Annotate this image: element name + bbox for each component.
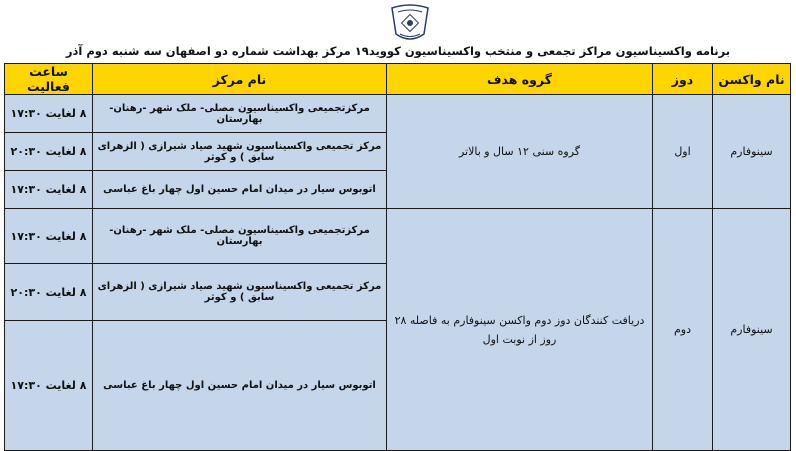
hours-cell: ۸ لغایت ۲۰:۳۰ — [5, 133, 93, 171]
header-group: گروه هدف — [387, 64, 653, 95]
hours-cell: ۸ لغایت ۲۰:۳۰ — [5, 264, 93, 321]
target-group-cell: گروه سنی ۱۲ سال و بالاتر — [387, 95, 653, 209]
vaccine-cell: سینوفارم — [713, 209, 791, 451]
table-row — [5, 95, 791, 133]
table-row — [5, 209, 791, 264]
page-title: برنامه واکسیناسیون مراکز تجمعی و منتخب واکسیناسیون کووید۱۹ مرکز بهداشت شماره دو اصفهان سه شنبه دوم آذر — [65, 44, 731, 58]
center-cell: مرکز تجمیعی واکسیناسیون شهید صیاد شیرازی ( الزهرای سابق ) و کوثر — [93, 133, 387, 171]
header-vaccine: نام واکسن — [713, 64, 791, 95]
hours-cell: ۸ لغایت ۱۷:۳۰ — [5, 95, 93, 133]
target-group-cell: دریافت کنندگان دوز دوم واکسن سینوفارم به فاصله ۲۸ روز از نوبت اول — [387, 209, 653, 451]
dose-cell: دوم — [653, 209, 713, 451]
vaccine-cell: سینوفارم — [713, 95, 791, 209]
center-cell: مرکزتجمیعی واکسیناسیون مصلی- ملک شهر -رهنان- بهارستان — [93, 95, 387, 133]
university-emblem-icon — [388, 4, 432, 44]
center-cell: اتوبوس سیار در میدان امام حسین اول چهار باغ عباسی — [93, 171, 387, 209]
center-cell: مرکز تجمیعی واکسیناسیون شهید صیاد شیرازی ( الزهرای سابق ) و کوثر — [93, 264, 387, 321]
dose-cell: اول — [653, 95, 713, 209]
hours-cell: ۸ لغایت ۱۷:۳۰ — [5, 209, 93, 264]
header-center: نام مرکز — [93, 64, 387, 95]
header-hours: ساعت فعالیت — [5, 64, 93, 95]
header-row — [5, 64, 791, 95]
header-dose: دوز — [653, 64, 713, 95]
center-cell: مرکزتجمیعی واکسیناسیون مصلی- ملک شهر -رهنان- بهارستان — [93, 209, 387, 264]
hours-cell: ۸ لغایت ۱۷:۳۰ — [5, 171, 93, 209]
center-cell: اتوبوس سیار در میدان امام حسین اول چهار باغ عباسی — [93, 321, 387, 451]
hours-cell: ۸ لغایت ۱۷:۳۰ — [5, 321, 93, 451]
vaccination-schedule-table — [4, 63, 791, 451]
